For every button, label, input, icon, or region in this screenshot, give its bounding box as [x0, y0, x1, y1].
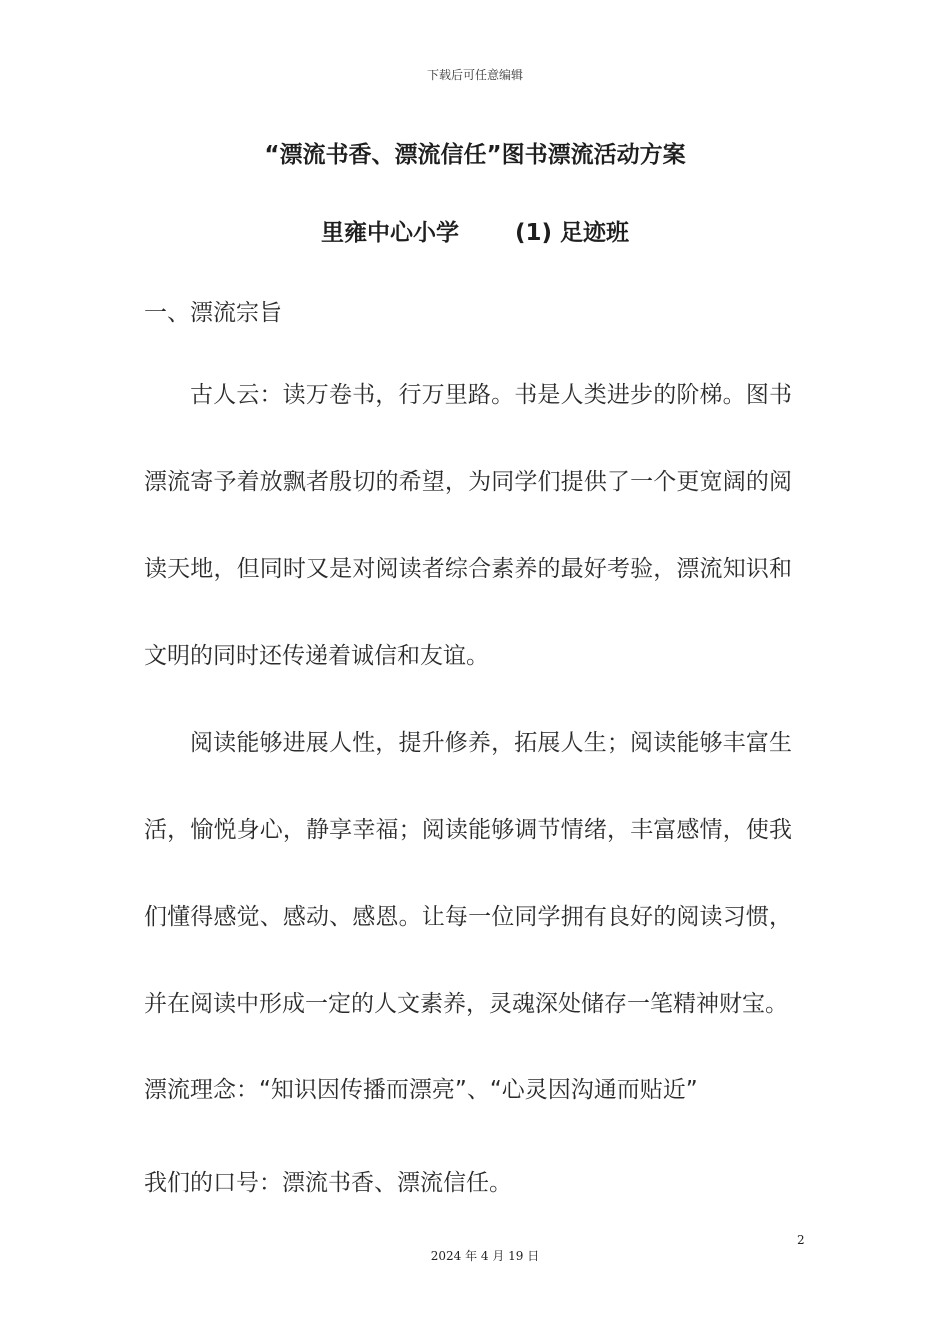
paragraph-purpose-2: 阅读能够进展人性，提升修养，拓展人生；阅读能够丰富生活，愉悦身心，静享幸福；阅读能够调节情绪，丰富感情，使我们懂得感觉、感动、感恩。让每一位同学拥有良好的阅读习惯，并在阅读中形成一定的人文素养，灵魂深处储存一笔精神财宝。 [144, 730, 792, 1017]
slogan: 我们的口号：漂流书香、漂流信任。 [144, 1170, 512, 1196]
paragraph-purpose-1: 古人云：读万卷书，行万里路。书是人类进步的阶梯。图书漂流寄予着放飘者殷切的希望，为同学们提供了一个更宽阔的阅读天地，但同时又是对阅读者综合素养的最好考验，漂流知识和文明的同时还传递着诚信和友谊。 [144, 382, 792, 669]
header-note: 下载后可任意编辑 [426, 68, 523, 82]
page-number: 2 [797, 1233, 805, 1247]
document-subtitle: 里雍中心小学 (1) 足迹班 [320, 220, 630, 246]
section-heading: 一、漂流宗旨 [144, 300, 282, 326]
footer-date: 2024 年 4 月 19 日 [430, 1249, 540, 1263]
drift-concept: 漂流理念：“知识因传播而漂亮”、“心灵因沟通而贴近” [144, 1077, 698, 1103]
document-title: “漂流书香、漂流信任”图书漂流活动方案 [264, 142, 686, 168]
